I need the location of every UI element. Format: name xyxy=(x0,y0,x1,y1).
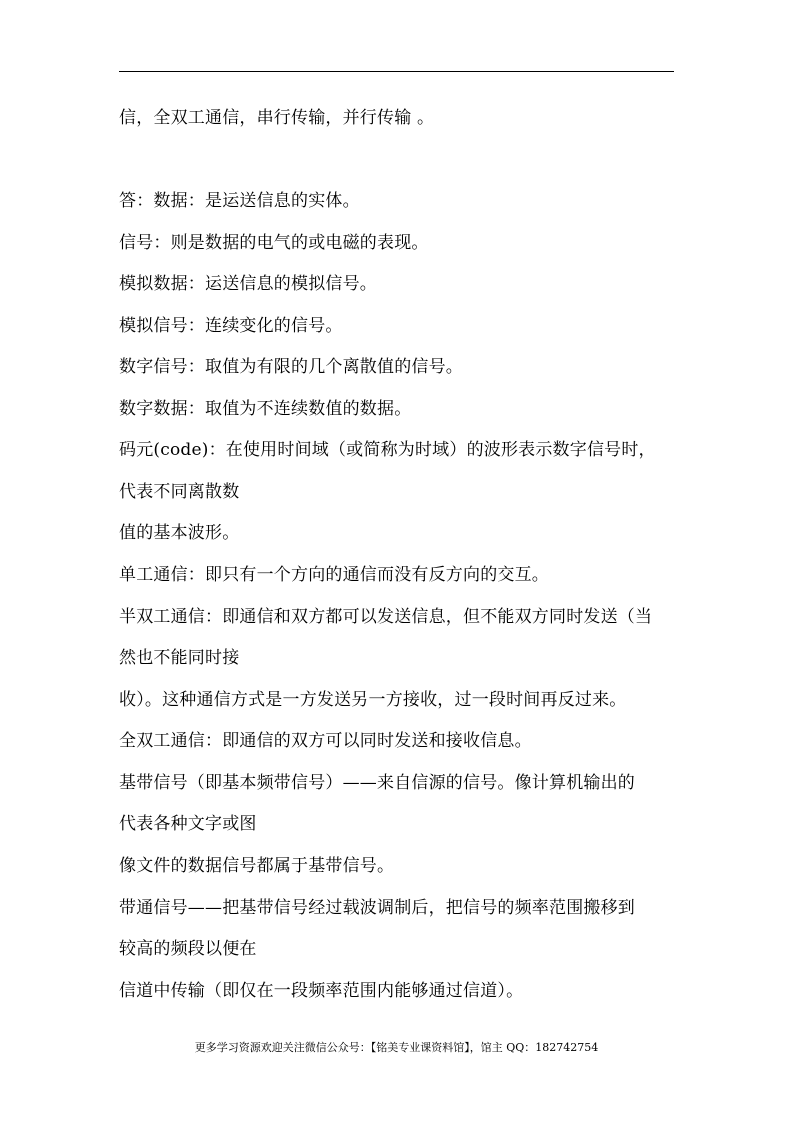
text-line: 较高的频段以便在 xyxy=(119,939,257,959)
footer-note: 更多学习资源欢迎关注微信公众号：【铭美专业课资料馆】，馆主 QQ：182742754 xyxy=(194,1041,599,1054)
text-line: 信道中传输（即仅在一段频率范围内能够通过信道）。 xyxy=(119,981,524,1001)
header-rule xyxy=(119,71,674,72)
text-line: 基带信号（即基本频带信号）——来自信源的信号。像计算机输出的 xyxy=(119,773,635,793)
text-line: 收）。这种通信方式是一方发送另一方接收，过一段时间再反过来。 xyxy=(119,690,627,710)
text-line: 值的基本波形。 xyxy=(119,523,240,543)
text-line: 带通信号——把基带信号经过载波调制后，把信号的频率范围搬移到 xyxy=(119,898,635,918)
text-line: 代表各种文字或图 xyxy=(119,814,257,834)
text-line: 模拟数据：运送信息的模拟信号。 xyxy=(119,274,377,294)
text-line: 像文件的数据信号都属于基带信号。 xyxy=(119,856,395,876)
text-line: 代表不同离散数 xyxy=(119,482,240,502)
text-line: 单工通信：即只有一个方向的通信而没有反方向的交互。 xyxy=(119,565,549,585)
text-line: 数字信号：取值为有限的几个离散值的信号。 xyxy=(119,357,463,377)
text-line: 答：数据：是运送信息的实体。 xyxy=(119,191,360,211)
text-line: 模拟信号：连续变化的信号。 xyxy=(119,316,343,336)
text-line: 信，全双工通信，串行传输，并行传输 。 xyxy=(119,108,435,128)
text-line: 信号：则是数据的电气的或电磁的表现。 xyxy=(119,233,429,253)
text-line: 全双工通信：即通信的双方可以同时发送和接收信息。 xyxy=(119,731,532,751)
text-line: 码元(code)：在使用时间域（或简称为时域）的波形表示数字信号时， xyxy=(119,440,656,460)
text-line: 然也不能同时接 xyxy=(119,648,240,668)
text-line: 半双工通信：即通信和双方都可以发送信息，但不能双方同时发送（当 xyxy=(119,607,653,627)
text-line: 数字数据：取值为不连续数值的数据。 xyxy=(119,399,412,419)
